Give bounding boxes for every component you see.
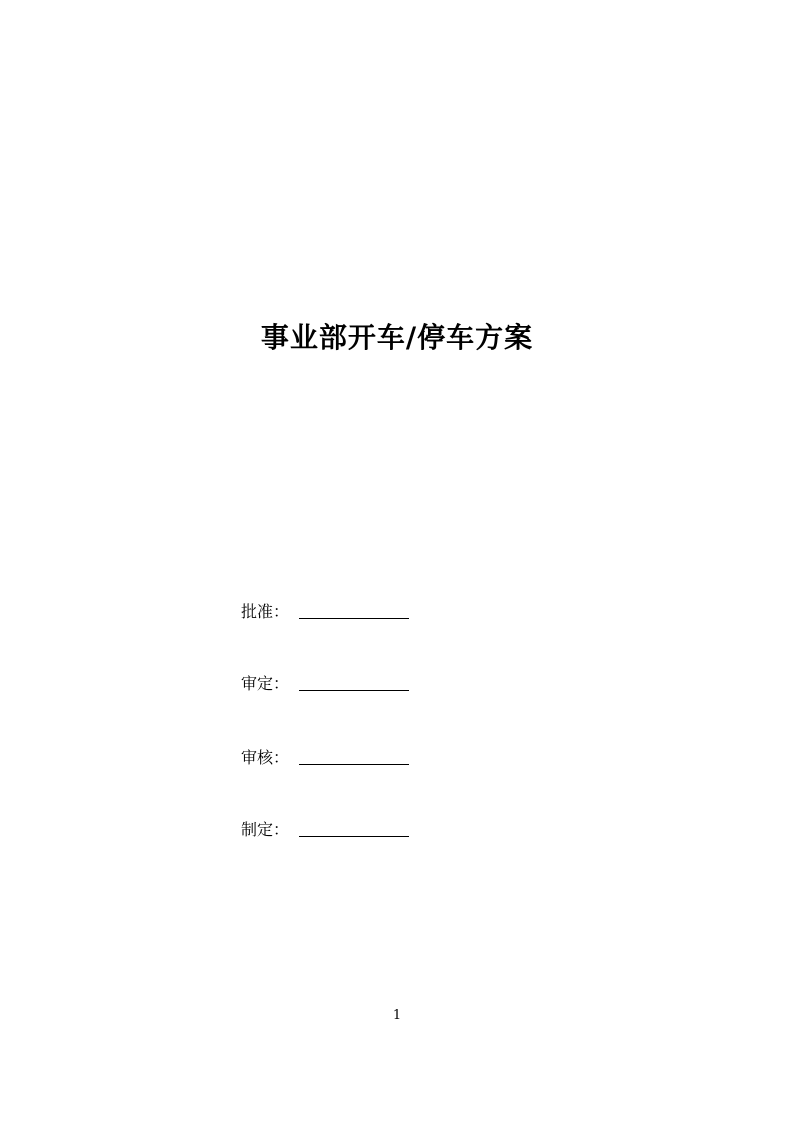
signature-row-finalize xyxy=(241,670,409,694)
signature-label-finalize: 审定： xyxy=(241,674,290,693)
page-number: 1 xyxy=(392,1008,402,1023)
signature-label-prepare: 制定： xyxy=(241,820,290,839)
signature-label-approve: 批准： xyxy=(241,602,290,621)
signature-line-approve[interactable] xyxy=(299,618,409,619)
signature-row-approve xyxy=(241,598,409,622)
signature-line-prepare[interactable] xyxy=(299,836,409,837)
signature-row-review xyxy=(241,744,409,768)
signature-label-review: 审核： xyxy=(241,748,290,767)
signature-line-finalize[interactable] xyxy=(299,690,409,691)
signature-row-prepare xyxy=(241,816,409,840)
signature-line-review[interactable] xyxy=(299,764,409,765)
document-title: 事业部开车/停车方案 xyxy=(260,321,534,354)
